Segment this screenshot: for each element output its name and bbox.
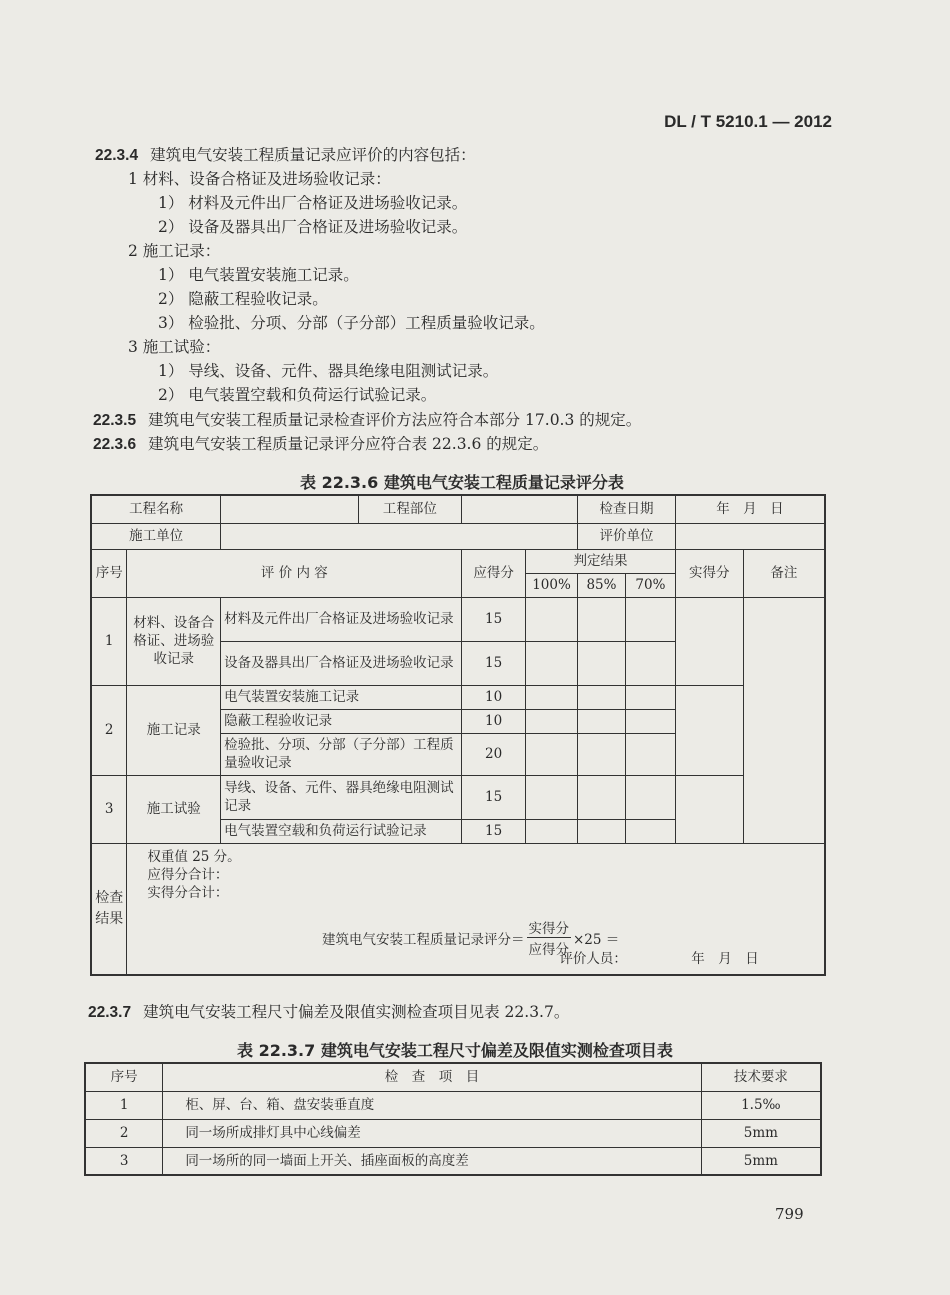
record-score-table — [90, 494, 826, 976]
clause-number: 22.3.4 — [95, 147, 139, 164]
clause-22-3-7 — [88, 1000, 569, 1022]
list-item: 3 施工试验： — [128, 338, 221, 356]
row-item: 柜、屏、台、箱、盘安装垂直度 — [163, 1091, 701, 1119]
item-text: 检验批、分项、分部（子分部）工程质量验收记录 — [221, 733, 462, 775]
group-no: 1 — [91, 597, 127, 685]
list-item: 1） 导线、设备、元件、器具绝缘电阻测试记录。 — [158, 362, 499, 380]
fraction-numerator: 实得分 — [527, 917, 572, 938]
header-100: 100% — [526, 573, 578, 597]
header-requirement: 技术要求 — [701, 1063, 821, 1091]
check-result-label: 检查结果 — [91, 843, 127, 975]
item-score: 10 — [462, 709, 526, 733]
actual-total-label: 实得分合计： — [147, 884, 229, 901]
header-content: 评 价 内 容 — [127, 549, 462, 597]
group-actual — [675, 685, 743, 775]
check-date-value: 年 月 日 — [675, 495, 825, 523]
table-row — [85, 1147, 821, 1175]
group-name: 施工试验 — [127, 775, 221, 843]
table-row — [91, 597, 825, 641]
item-text: 材料及元件出厂合格证及进场验收记录 — [221, 597, 462, 641]
project-part-label: 工程部位 — [358, 495, 462, 523]
group-no: 3 — [91, 775, 127, 843]
list-item: 1） 材料及元件出厂合格证及进场验收记录。 — [158, 194, 468, 212]
row-item: 同一场所成排灯具中心线偏差 — [163, 1119, 701, 1147]
row-no: 3 — [85, 1147, 163, 1175]
item-text: 电气装置空载和负荷运行试验记录 — [221, 819, 462, 843]
header-70: 70% — [625, 573, 675, 597]
header-result: 判定结果 — [526, 549, 676, 573]
item-score: 15 — [462, 775, 526, 819]
item-text: 隐蔽工程验收记录 — [221, 709, 462, 733]
item-score: 15 — [462, 641, 526, 685]
eval-unit-label: 评价单位 — [578, 523, 676, 549]
table-row — [85, 1119, 821, 1147]
row-no: 2 — [85, 1119, 163, 1147]
row-item: 同一场所的同一墙面上开关、插座面板的高度差 — [163, 1147, 701, 1175]
table-row — [85, 1091, 821, 1119]
construction-unit-label: 施工单位 — [91, 523, 221, 549]
clause-22-3-4 — [95, 143, 476, 165]
list-item: 3） 检验批、分项、分部（子分部）工程质量验收记录。 — [158, 314, 545, 332]
clause-text: 建筑电气安装工程尺寸偏差及限值实测检查项目见表 22.3.7。 — [143, 1003, 570, 1021]
clause-text: 建筑电气安装工程质量记录检查评价方法应符合本部分 17.0.3 的规定。 — [148, 411, 642, 429]
page-number: 799 — [775, 1205, 804, 1223]
check-date-label: 检查日期 — [578, 495, 676, 523]
list-item: 1） 电气装置安装施工记录。 — [158, 266, 359, 284]
item-text: 设备及器具出厂合格证及进场验收记录 — [221, 641, 462, 685]
eval-unit-value — [675, 523, 825, 549]
clause-number: 22.3.5 — [93, 412, 137, 429]
item-score: 15 — [462, 597, 526, 641]
row-requirement: 1.5‰ — [701, 1091, 821, 1119]
clause-number: 22.3.7 — [88, 1004, 132, 1021]
group-actual — [675, 597, 743, 685]
row-no: 1 — [85, 1091, 163, 1119]
group-no: 2 — [91, 685, 127, 775]
fraction-denominator: 应得分 — [528, 942, 569, 958]
header-85: 85% — [578, 573, 626, 597]
group-name: 施工记录 — [127, 685, 221, 775]
clause-22-3-6 — [93, 432, 548, 454]
project-part-value — [462, 495, 578, 523]
deviation-check-table — [84, 1062, 822, 1176]
standard-number: DL / T 5210.1 — 2012 — [664, 112, 832, 131]
clause-22-3-5 — [93, 408, 641, 430]
project-name-label: 工程名称 — [91, 495, 221, 523]
table-row — [91, 775, 825, 819]
table-caption: 表 22.3.6 建筑电气安装工程质量记录评分表 — [300, 473, 624, 492]
due-total-label: 应得分合计： — [147, 866, 229, 883]
remark-cell — [743, 597, 825, 843]
clause-text: 建筑电气安装工程质量记录评分应符合表 22.3.6 的规定。 — [148, 435, 549, 453]
weight-text: 权重值 25 分。 — [147, 848, 241, 865]
item-text: 电气装置安装施工记录 — [221, 685, 462, 709]
score-formula — [322, 917, 619, 958]
list-item: 2 施工记录： — [128, 242, 221, 260]
project-name-value — [221, 495, 358, 523]
table-caption: 表 22.3.7 建筑电气安装工程尺寸偏差及限值实测检查项目表 — [237, 1041, 673, 1060]
formula-right: ×25 ＝ — [573, 931, 620, 948]
formula-fraction — [527, 917, 572, 958]
clause-text: 建筑电气安装工程质量记录应评价的内容包括： — [150, 146, 476, 164]
item-score: 10 — [462, 685, 526, 709]
list-item: 1 材料、设备合格证及进场验收记录： — [128, 170, 391, 188]
list-item: 2） 电气装置空载和负荷运行试验记录。 — [158, 386, 437, 404]
item-score: 20 — [462, 733, 526, 775]
header-no: 序号 — [85, 1063, 163, 1091]
evaluator-label: 评价人员： — [559, 950, 627, 967]
item-text: 导线、设备、元件、器具绝缘电阻测试记录 — [221, 775, 462, 819]
clause-number: 22.3.6 — [93, 436, 137, 453]
header-remark: 备注 — [743, 549, 825, 597]
list-item: 2） 设备及器具出厂合格证及进场验收记录。 — [158, 218, 468, 236]
formula-left: 建筑电气安装工程质量记录评分＝ — [322, 931, 525, 948]
group-actual — [675, 775, 743, 843]
row-requirement: 5mm — [701, 1147, 821, 1175]
item-score: 15 — [462, 819, 526, 843]
evaluator-date: 年 月 日 — [691, 950, 759, 967]
header-actual: 实得分 — [675, 549, 743, 597]
table-row — [91, 685, 825, 709]
group-name: 材料、设备合格证、进场验收记录 — [127, 597, 221, 685]
construction-unit-value — [221, 523, 578, 549]
header-score: 应得分 — [462, 549, 526, 597]
header-item: 检 查 项 目 — [163, 1063, 701, 1091]
header-no: 序号 — [91, 549, 127, 597]
list-item: 2） 隐蔽工程验收记录。 — [158, 290, 328, 308]
row-requirement: 5mm — [701, 1119, 821, 1147]
